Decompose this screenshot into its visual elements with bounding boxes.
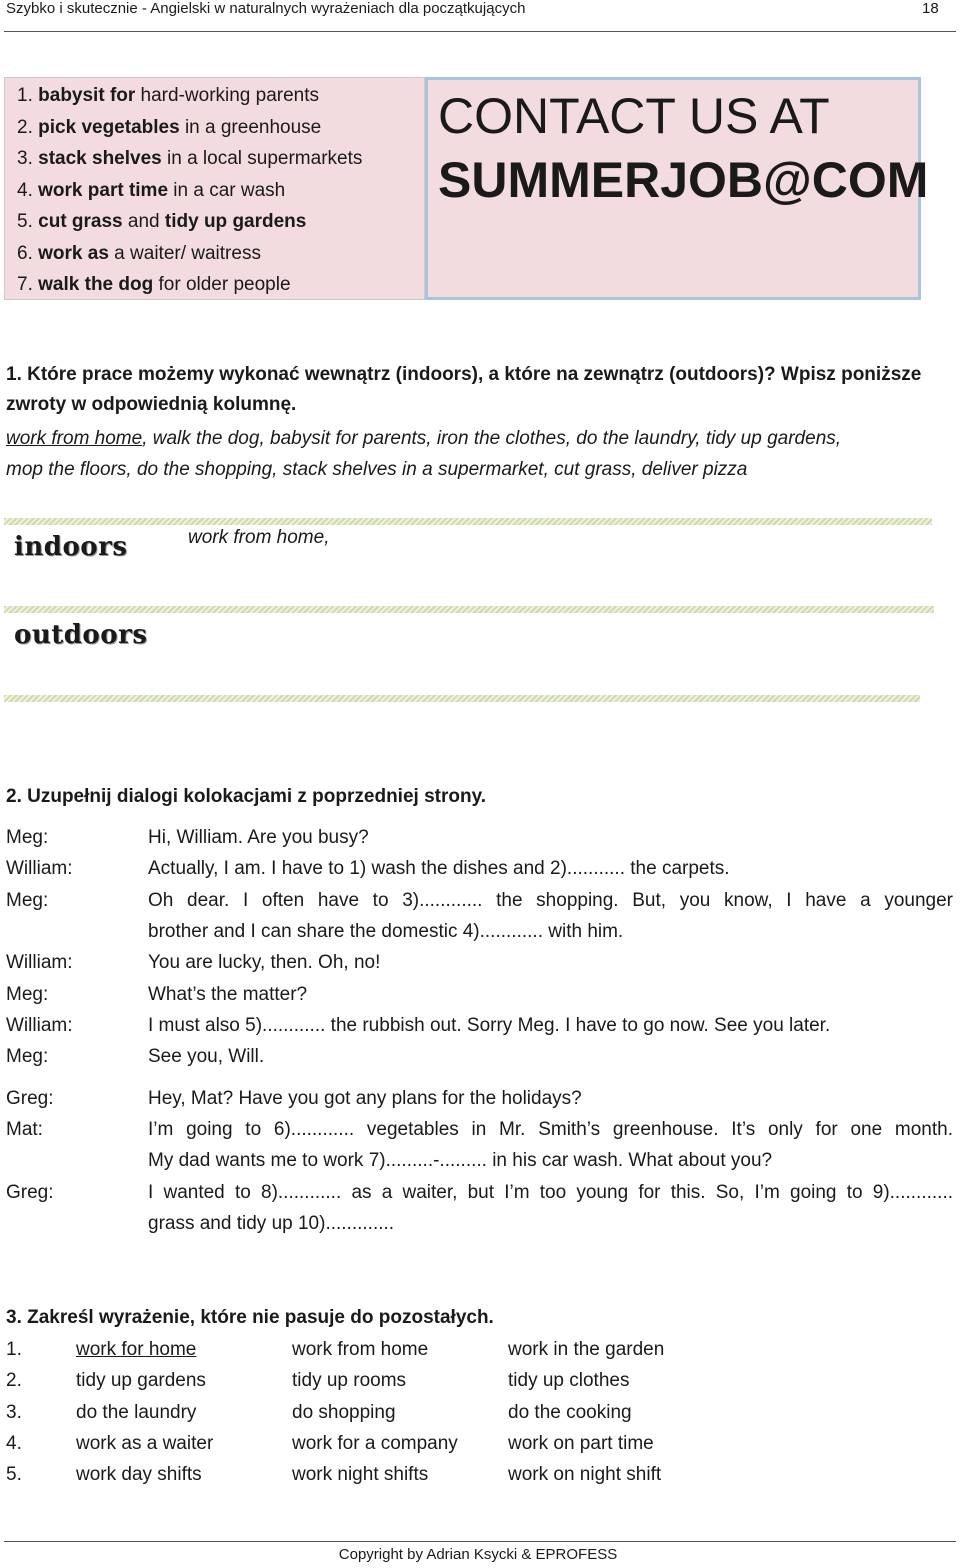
- option-c[interactable]: do the cooking: [508, 1402, 632, 1423]
- option-b[interactable]: work from home: [292, 1339, 429, 1360]
- job-rest: for older people: [153, 274, 291, 295]
- hatched-divider: [4, 695, 920, 702]
- footer: [0, 1546, 960, 1563]
- option-b[interactable]: work for a company: [292, 1433, 458, 1454]
- job-number: 2.: [17, 116, 33, 138]
- option-a[interactable]: tidy up gardens: [76, 1370, 206, 1391]
- job-rest: in a car wash: [168, 179, 286, 201]
- dialogue-line: I must also 5)............ the rubbish out. Sorry Meg. I have to go now. See you later.: [148, 1015, 831, 1036]
- running-header-title: Szybko i skutecznie - Angielski w naturalnych wyrażeniach dla początkujących: [6, 0, 526, 17]
- dialogue-line: Hi, William. Are you busy?: [148, 827, 369, 848]
- job-rest: in a greenhouse: [179, 116, 322, 138]
- jobs-list: [17, 80, 362, 301]
- option-a[interactable]: work day shifts: [76, 1464, 202, 1485]
- indoors-answer: work from home,: [188, 527, 330, 548]
- dialogue-speaker: Mat:: [6, 1119, 43, 1140]
- copyright-text: Copyright by Adrian Ksycki & EPROFESS: [338, 1546, 618, 1563]
- job-item: [17, 80, 362, 112]
- job-item: [17, 238, 362, 270]
- job-item: [17, 269, 362, 301]
- option-c[interactable]: tidy up clothes: [508, 1370, 630, 1391]
- dialogue-line: What’s the matter?: [148, 984, 308, 1005]
- job-number: 4.: [17, 179, 33, 201]
- job-item: [17, 175, 362, 207]
- outdoors-label: outdoors: [14, 620, 148, 650]
- job-item: [17, 143, 362, 175]
- row-number: 2.: [6, 1370, 22, 1391]
- job-number: 6.: [17, 242, 33, 264]
- dialogue-line: brother and I can share the domestic 4)............ with him.: [148, 921, 624, 942]
- contact-heading: CONTACT US AT: [438, 88, 830, 144]
- option-c[interactable]: work in the garden: [508, 1339, 665, 1360]
- option-c[interactable]: work on night shift: [508, 1464, 662, 1485]
- dialogue-line: You are lucky, then. Oh, no!: [148, 952, 381, 973]
- job-keyword: stack shelves: [38, 148, 162, 169]
- dialogue-line: See you, Will.: [148, 1046, 265, 1067]
- job-item: [17, 112, 362, 144]
- dialogue-line: I wanted to 8)............ as a waiter, but I’m too young for this. So, I’m going to 9)............: [148, 1182, 953, 1203]
- job-advert-table: [4, 77, 929, 300]
- exercise1-instruction-line2: zwroty w odpowiednią kolumnę.: [6, 394, 297, 415]
- job-keyword: cut grass: [38, 211, 123, 232]
- dialogue-line: I’m going to 6)............ vegetables in Mr. Smith’s greenhouse. It’s only for one month.: [148, 1119, 953, 1140]
- job-keyword: work part time: [38, 179, 169, 201]
- job-number: 7.: [17, 274, 33, 295]
- job-keyword: work as: [38, 242, 109, 264]
- dialogue-speaker: Meg:: [6, 827, 49, 848]
- job-rest: in a local supermarkets: [161, 148, 363, 169]
- dialogue-line: grass and tidy up 10).............: [148, 1213, 395, 1234]
- option-c[interactable]: work on part time: [508, 1433, 654, 1454]
- row-number: 3.: [6, 1402, 22, 1423]
- dialogue-speaker: Greg:: [6, 1088, 54, 1109]
- dialogue-line: Actually, I am. I have to 1) wash the dishes and 2)........... the carpets.: [148, 858, 730, 879]
- option-b[interactable]: work night shifts: [292, 1464, 429, 1485]
- dialogue-speaker: Meg:: [6, 984, 49, 1005]
- job-keyword: walk the dog: [38, 274, 154, 295]
- dialogue-speaker: William:: [6, 1015, 73, 1036]
- indoors-label: indoors: [14, 532, 128, 562]
- hatched-divider: [4, 518, 932, 525]
- job-keyword: babysit for: [38, 85, 136, 106]
- job-item: [17, 206, 362, 238]
- exercise1-instruction-line1: 1. Które prace możemy wykonać wewnątrz (indoors), a które na zewnątrz (outdoors)? Wpisz poniższe: [6, 364, 922, 385]
- word-bank-line1: [6, 428, 841, 450]
- option-a[interactable]: work for home: [76, 1339, 197, 1360]
- job-number: 5.: [17, 211, 33, 232]
- dialogue-speaker: William:: [6, 858, 73, 879]
- exercise3-instruction: 3. Zakreśl wyrażenie, które nie pasuje do pozostałych.: [6, 1307, 494, 1328]
- word-bank-rest: , walk the dog, babysit for parents, iron the clothes, do the laundry, tidy up gardens,: [142, 428, 842, 449]
- job-keyword: tidy up gardens: [164, 211, 307, 232]
- dialogue-speaker: Greg:: [6, 1182, 54, 1203]
- option-b[interactable]: tidy up rooms: [292, 1370, 407, 1391]
- page-number: 18: [922, 0, 939, 17]
- dialogue-line: My dad wants me to work 7).........-......... in his car wash. What about you?: [148, 1150, 773, 1171]
- row-number: 4.: [6, 1433, 22, 1454]
- dialogue-speaker: Meg:: [6, 890, 49, 911]
- job-connector: and: [122, 211, 165, 232]
- header-divider: [4, 31, 956, 32]
- option-a[interactable]: work as a waiter: [76, 1433, 214, 1454]
- job-rest: hard-working parents: [135, 85, 320, 106]
- job-keyword: pick vegetables: [38, 116, 180, 138]
- word-bank-example: work from home: [6, 428, 143, 449]
- job-rest: a waiter/ waitress: [108, 242, 261, 264]
- dialogue-speaker: Meg:: [6, 1046, 49, 1067]
- row-number: 1.: [6, 1339, 22, 1360]
- option-b[interactable]: do shopping: [292, 1402, 396, 1423]
- job-number: 3.: [17, 148, 33, 169]
- footer-divider: [4, 1541, 956, 1542]
- row-number: 5.: [6, 1464, 22, 1485]
- dialogue-line: Hey, Mat? Have you got any plans for the holidays?: [148, 1088, 582, 1109]
- jobs-cell: [4, 77, 425, 300]
- dialogue-line: Oh dear. I often have to 3)............ the shopping. But, you know, I have a younger: [148, 890, 953, 911]
- contact-email: SUMMERJOB@COM: [438, 152, 929, 208]
- job-number: 1.: [17, 85, 33, 106]
- exercise2-instruction: 2. Uzupełnij dialogi kolokacjami z poprzedniej strony.: [6, 786, 487, 807]
- option-a[interactable]: do the laundry: [76, 1402, 197, 1423]
- word-bank-line2: mop the floors, do the shopping, stack shelves in a supermarket, cut grass, deliver pizza: [6, 459, 748, 480]
- hatched-divider: [4, 606, 934, 613]
- contact-cell: [425, 77, 929, 300]
- dialogue-speaker: William:: [6, 952, 73, 973]
